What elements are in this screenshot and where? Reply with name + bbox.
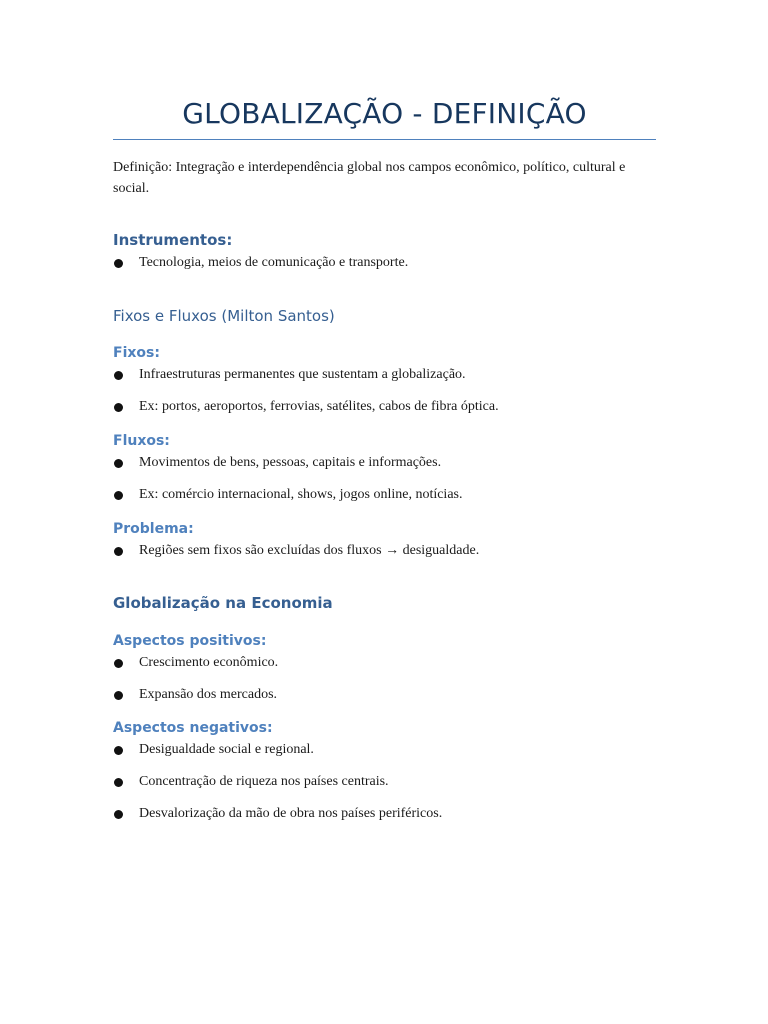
heading-fixos-fluxos: Fixos e Fluxos (Milton Santos) [113, 307, 335, 325]
heading-economia: Globalização na Economia [113, 594, 333, 612]
bullet-icon [114, 491, 123, 500]
bullet-icon [114, 778, 123, 787]
list-item [113, 803, 656, 825]
bullet-icon [114, 810, 123, 819]
list-item [113, 452, 656, 474]
bullet-icon [114, 459, 123, 468]
bullet-icon [114, 691, 123, 700]
list-item-text: Ex: comércio internacional, shows, jogos online, notícias. [139, 487, 463, 502]
list-item [113, 484, 656, 506]
list-item [113, 396, 656, 418]
subheading-fluxos: Fluxos: [113, 433, 170, 449]
subheading-problema: Problema: [113, 521, 194, 537]
list-item-text: Infraestruturas permanentes que sustentam a globalização. [139, 367, 466, 382]
list-item [113, 684, 656, 706]
page-title: GLOBALIZAÇÃO - DEFINIÇÃO [182, 97, 587, 130]
heading-instrumentos: Instrumentos: [113, 231, 233, 249]
list-item-text: Regiões sem fixos são excluídas dos fluxos → desigualdade. [139, 543, 480, 558]
list-item-text: Crescimento econômico. [139, 655, 279, 670]
bullet-icon [114, 659, 123, 668]
list-item [113, 771, 656, 793]
bullet-icon [114, 259, 123, 268]
title-underline [113, 139, 656, 140]
list-item-text: Tecnologia, meios de comunicação e transporte. [139, 255, 409, 270]
list-item [113, 252, 656, 274]
bullet-icon [114, 746, 123, 755]
list-item [113, 652, 656, 674]
bullet-icon [114, 371, 123, 380]
list-item-text: Concentração de riqueza nos países centrais. [139, 774, 389, 789]
list-item-text: Expansão dos mercados. [139, 687, 278, 702]
list-item [113, 739, 656, 761]
list-item-text: Movimentos de bens, pessoas, capitais e informações. [139, 455, 442, 470]
bullet-icon [114, 403, 123, 412]
list-item-text: Desigualdade social e regional. [139, 742, 314, 757]
list-item-text: Desvalorização da mão de obra nos países periféricos. [139, 806, 443, 821]
list-item [113, 540, 656, 562]
list-item-text: Ex: portos, aeroportos, ferrovias, satélites, cabos de fibra óptica. [139, 399, 499, 414]
definition-paragraph: Definição: Integração e interdependência global nos campos econômico, político, cultural e social. [113, 160, 626, 196]
list-item [113, 364, 656, 386]
subheading-aspectos-negativos: Aspectos negativos: [113, 720, 273, 736]
subheading-aspectos-positivos: Aspectos positivos: [113, 633, 267, 649]
subheading-fixos: Fixos: [113, 345, 160, 361]
bullet-icon [114, 547, 123, 556]
